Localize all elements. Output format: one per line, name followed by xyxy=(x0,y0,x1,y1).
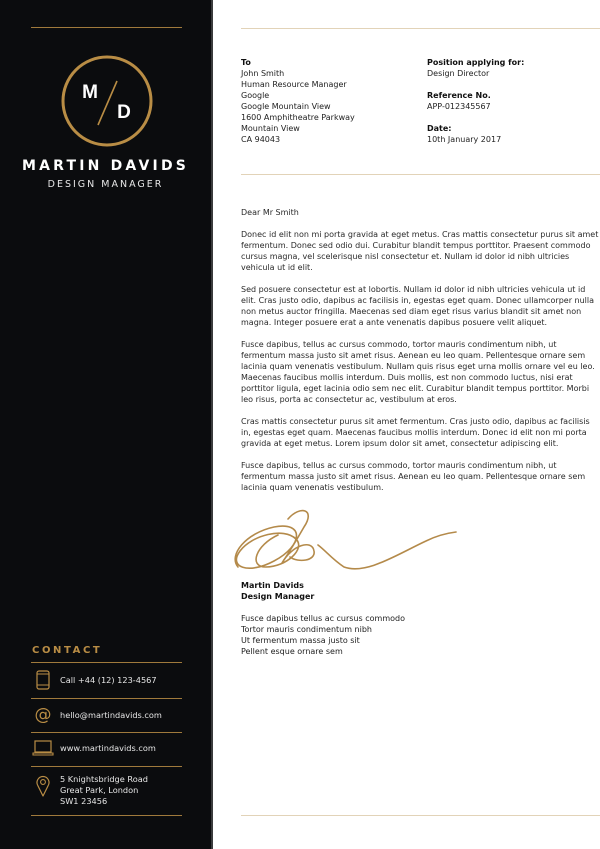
footer-line: Ut fermentum massa justo sit xyxy=(241,636,360,645)
signer-block xyxy=(241,580,441,657)
phone-icon xyxy=(32,669,54,691)
sidebar-name: MARTIN DAVIDS xyxy=(21,158,190,174)
contact-website-text: www.martindavids.com xyxy=(60,742,156,753)
application-details xyxy=(427,57,592,145)
address-line: SW1 23456 xyxy=(60,796,108,806)
sidebar-top-divider xyxy=(31,27,182,28)
contact-email-text: hello@martindavids.com xyxy=(60,709,162,720)
footer-line: Tortor mauris condimentum nibh xyxy=(241,625,372,634)
sidebar-role: DESIGN MANAGER xyxy=(47,179,164,190)
letter-paragraph: Donec id elit non mi porta gravida at eget metus. Cras mattis consectetur purus sit amet fermentum. Donec sed odio dui. Curabitur blandit tempus porttitor. Praesent commodo cursus magna, vel scelerisque nisl consectetur et. Nullam id dolor id nibh ultricies vehicula ut id elit. xyxy=(241,230,599,272)
contact-heading: CONTACT xyxy=(32,645,103,656)
logo-initial-m: M xyxy=(82,82,98,103)
header-top-rule xyxy=(241,28,600,29)
recipient-line: John Smith xyxy=(241,69,285,78)
map-pin-icon xyxy=(32,774,54,798)
recipient-line: CA 94043 xyxy=(241,135,281,144)
date-value: 10th January 2017 xyxy=(427,135,502,144)
contact-divider xyxy=(31,732,182,733)
letter-paragraph: Sed posuere consectetur est at lobortis. Nullam id dolor id nibh ultricies vehicula ut id elit. Cras justo odio, dapibus ac facilisis in, egestas eget quam. Donec ullamcorper nulla non metus auctor fringilla. Maecenas sed diam eget risus varius blandit sit amet non magna. Integer posuere erat a ante venenatis dapibus posuere velit aliquet. xyxy=(241,285,595,327)
logo-initial-d: D xyxy=(117,102,131,123)
monogram-logo xyxy=(61,55,153,147)
contact-divider xyxy=(31,815,182,816)
sidebar xyxy=(0,0,213,849)
footer-line: Pellent esque ornare sem xyxy=(241,647,343,656)
contact-website[interactable] xyxy=(32,737,182,759)
signer-name: Martin Davids xyxy=(241,581,304,590)
address-line: Great Park, London xyxy=(60,785,139,795)
recipient-line: Google xyxy=(241,91,270,100)
contact-phone[interactable] xyxy=(32,669,182,691)
reference-label: Reference No. xyxy=(427,91,491,100)
position-value: Design Director xyxy=(427,69,490,78)
recipient-line: Human Resource Manager xyxy=(241,80,347,89)
footer-line: Fusce dapibus tellus ac cursus commodo xyxy=(241,614,405,623)
header-bottom-rule xyxy=(241,174,600,175)
footer-rule xyxy=(241,815,600,816)
signature xyxy=(226,505,461,577)
contact-divider xyxy=(31,766,182,767)
letter-paragraph: Fusce dapibus, tellus ac cursus commodo, tortor mauris condimentum nibh, ut fermentum massa justo sit amet risus. Aenean eu leo quam. Pellentesque ornare sem lacinia quam venenatis vestibulum. xyxy=(241,461,586,492)
contact-address-text xyxy=(60,774,148,807)
at-sign-icon: @ xyxy=(34,705,52,725)
position-label: Position applying for: xyxy=(427,58,525,67)
letter-paragraph: Fusce dapibus, tellus ac cursus commodo, tortor mauris condimentum nibh, ut fermentum massa justo sit amet risus. Aenean eu leo quam. Pellentesque ornare sem lacinia quam venenatis vestibulum. Nullam quis risus eget urna mollis ornare vel eu leo. Maecenas faucibus mollis interdum. Duis mollis, est non commodo luctus, nisi erat porttitor ligula, eget lacinia odio sem nec elit. Curabitur blandit tempus porttitor. Morbi leo risus, porta ac consectetur ac, vestibulum at eros. xyxy=(241,340,595,404)
contact-email[interactable] xyxy=(32,704,182,726)
date-label: Date: xyxy=(427,124,452,133)
recipient-block xyxy=(241,57,421,145)
salutation: Dear Mr Smith xyxy=(241,208,299,217)
recipient-line: Google Mountain View xyxy=(241,102,331,111)
recipient-line: 1600 Amphitheatre Parkway xyxy=(241,113,355,122)
recipient-label: To xyxy=(241,58,251,67)
signer-title: Design Manager xyxy=(241,592,315,601)
letter-paragraph: Cras mattis consectetur purus sit amet fermentum. Cras justo odio, dapibus ac facilisis in, egestas eget quam. Maecenas faucibus mollis interdum. Donec id elit non mi porta gravida at eget metus. Lorem ipsum dolor sit amet, consectetur adipiscing elit. xyxy=(241,417,590,448)
recipient-line: Mountain View xyxy=(241,124,300,133)
reference-value: APP-012345567 xyxy=(427,102,491,111)
contact-divider xyxy=(31,698,182,699)
contact-address[interactable] xyxy=(32,774,182,807)
address-line: 5 Knightsbridge Road xyxy=(60,774,148,784)
contact-divider xyxy=(31,662,182,663)
contact-phone-text: Call +44 (12) 123-4567 xyxy=(60,674,157,685)
laptop-icon xyxy=(32,737,54,759)
